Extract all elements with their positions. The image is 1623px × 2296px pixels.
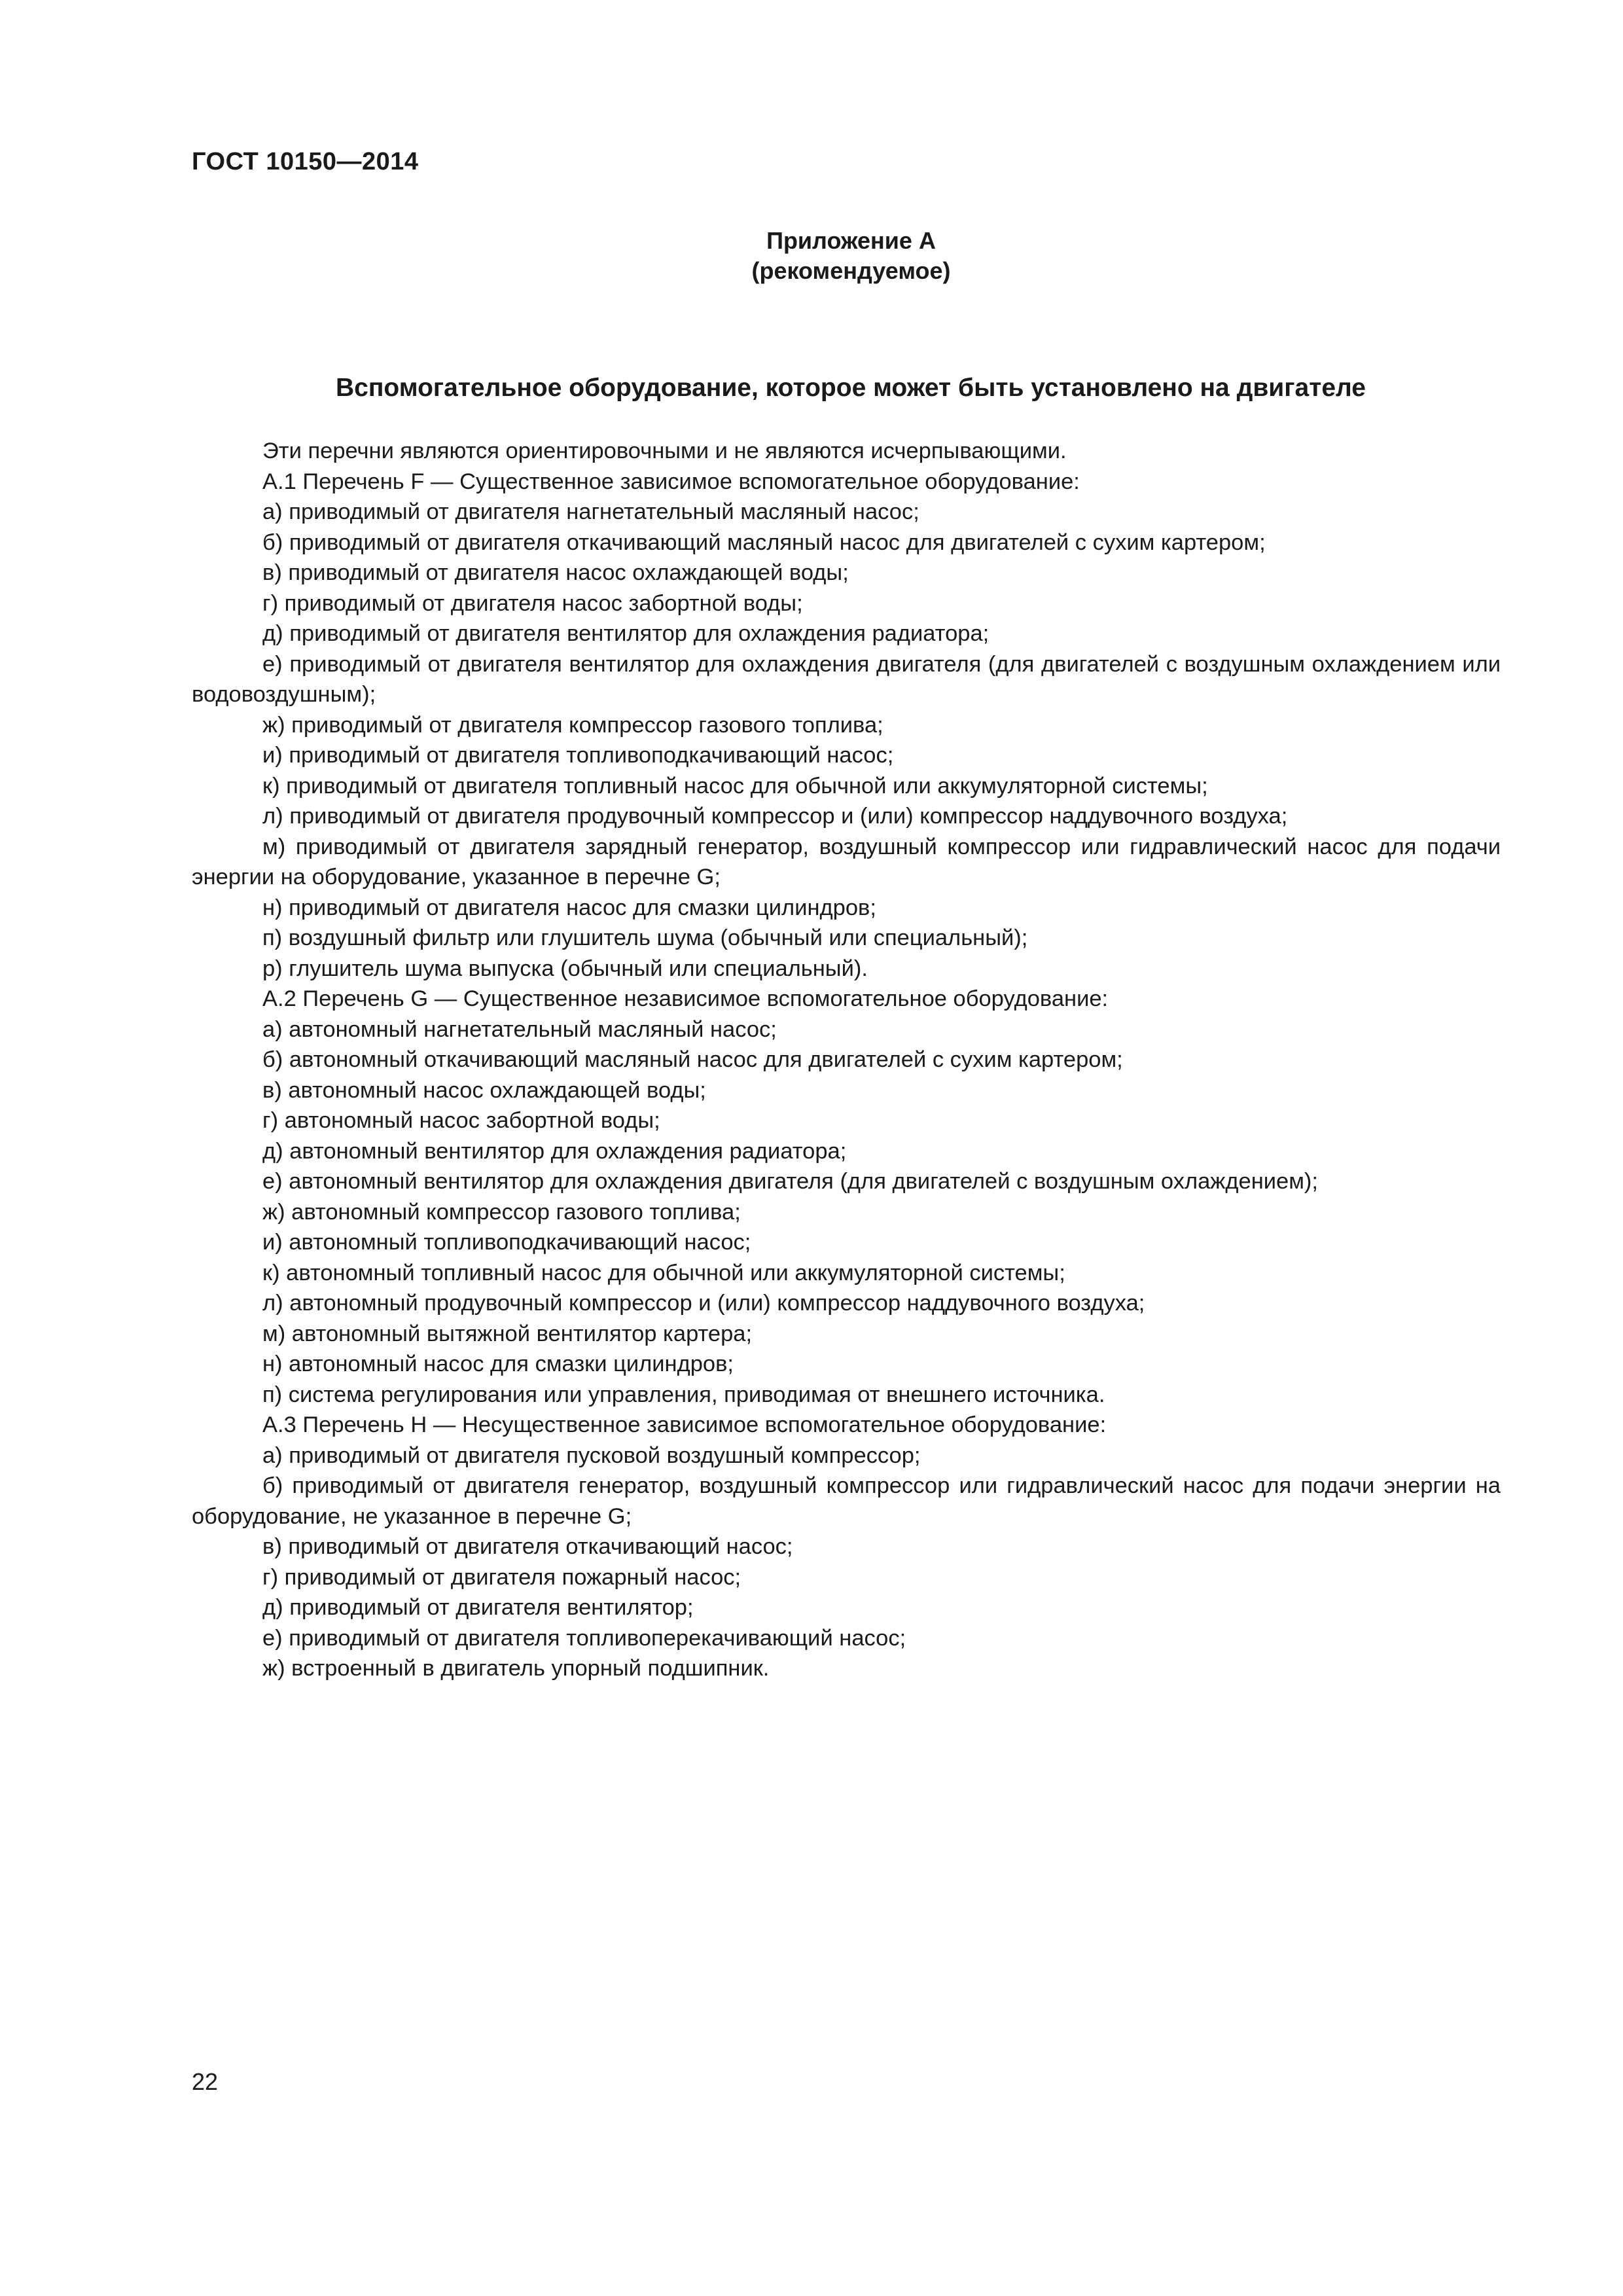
list-item: д) автономный вентилятор для охлаждения радиатора; xyxy=(262,1138,847,1164)
list-item: д) приводимый от двигателя вентилятор для охлаждения радиатора; xyxy=(262,621,990,646)
list-item: р) глушитель шума выпуска (обычный или специальный). xyxy=(262,956,868,981)
list-item: к) приводимый от двигателя топливный насос для обычной или аккумуляторной системы; xyxy=(262,773,1208,798)
list-item: ж) встроенный в двигатель упорный подшипник. xyxy=(262,1656,770,1681)
list-item: б) автономный откачивающий масляный насос для двигателей с сухим картером; xyxy=(262,1047,1123,1072)
page-number: 22 xyxy=(192,2068,219,2095)
document-code: ГОСТ 10150—2014 xyxy=(192,148,419,175)
appendix-status: (рекомендуемое) xyxy=(751,257,951,284)
list-item: п) система регулирования или управления, приводимая от внешнего источника. xyxy=(262,1382,1105,1407)
list-item: ж) приводимый от двигателя компрессор газового топлива; xyxy=(262,712,883,738)
list-item: г) приводимый от двигателя насос забортной воды; xyxy=(262,590,803,616)
list-item: б) приводимый от двигателя откачивающий масляный насос для двигателей с сухим картером; xyxy=(262,529,1266,555)
list-item: б) приводимый от двигателя генератор, воздушный компрессор или гидравлический насос для подачи энергии на оборудование, не указанное в перечне G; xyxy=(192,1473,1501,1529)
list-item: а) приводимый от двигателя пусковой воздушный компрессор; xyxy=(262,1443,921,1468)
list-item: н) автономный насос для смазки цилиндров; xyxy=(262,1352,734,1376)
intro-paragraph: Эти перечни являются ориентировочными и не являются исчерпывающими. xyxy=(262,439,1067,463)
appendix-heading xyxy=(0,226,1623,286)
list-item: н) приводимый от двигателя насос для смазки цилиндров; xyxy=(262,895,876,920)
list-item: а) автономный нагнетательный масляный насос; xyxy=(262,1016,777,1042)
list-item: и) автономный топливоподкачивающий насос; xyxy=(262,1230,751,1255)
list-item: к) автономный топливный насос для обычной или аккумуляторной системы; xyxy=(262,1260,1065,1285)
list-item: д) приводимый от двигателя вентилятор; xyxy=(262,1595,694,1620)
section-title: Вспомогательное оборудование, которое может быть установлено на двигателе xyxy=(336,374,1366,402)
list-item: е) приводимый от двигателя вентилятор для охлаждения двигателя (для двигателей с воздушным охлаждением или водовоздушным); xyxy=(192,651,1501,707)
list-item: п) воздушный фильтр или глушитель шума (обычный или специальный); xyxy=(262,925,1028,950)
list-item: а) приводимый от двигателя нагнетательный масляный насос; xyxy=(262,499,919,524)
list-g-heading: А.2 Перечень G — Существенное независимое вспомогательное оборудование: xyxy=(262,986,1109,1011)
list-item: в) автономный насос охлаждающей воды; xyxy=(262,1077,706,1103)
list-item: ж) автономный компрессор газового топлива; xyxy=(262,1199,741,1225)
list-item: л) приводимый от двигателя продувочный компрессор и (или) компрессор наддувочного воздуха; xyxy=(262,804,1288,829)
list-item: е) приводимый от двигателя топливоперекачивающий насос; xyxy=(262,1625,906,1651)
list-h-heading: А.3 Перечень Н — Несущественное зависимое вспомогательное оборудование: xyxy=(262,1412,1107,1437)
document-body xyxy=(192,436,1501,1684)
list-item: е) автономный вентилятор для охлаждения двигателя (для двигателей с воздушным охлаждением); xyxy=(262,1169,1318,1194)
list-item: л) автономный продувочный компрессор и (или) компрессор наддувочного воздуха; xyxy=(262,1291,1145,1316)
list-item: в) приводимый от двигателя насос охлаждающей воды; xyxy=(262,560,849,585)
appendix-title: Приложение А xyxy=(766,227,936,254)
list-item: г) приводимый от двигателя пожарный насос; xyxy=(262,1564,741,1590)
list-item: м) приводимый от двигателя зарядный генератор, воздушный компрессор или гидравлический насос для подачи энергии на оборудование, указанное в перечне G; xyxy=(192,834,1501,889)
list-item: г) автономный насос забортной воды; xyxy=(262,1108,660,1133)
list-item: м) автономный вытяжной вентилятор картера; xyxy=(262,1321,753,1346)
list-item: и) приводимый от двигателя топливоподкачивающий насос; xyxy=(262,743,894,768)
list-item: в) приводимый от двигателя откачивающий насос; xyxy=(262,1534,793,1559)
list-f-heading: А.1 Перечень F — Существенное зависимое вспомогательное оборудование: xyxy=(262,469,1080,494)
